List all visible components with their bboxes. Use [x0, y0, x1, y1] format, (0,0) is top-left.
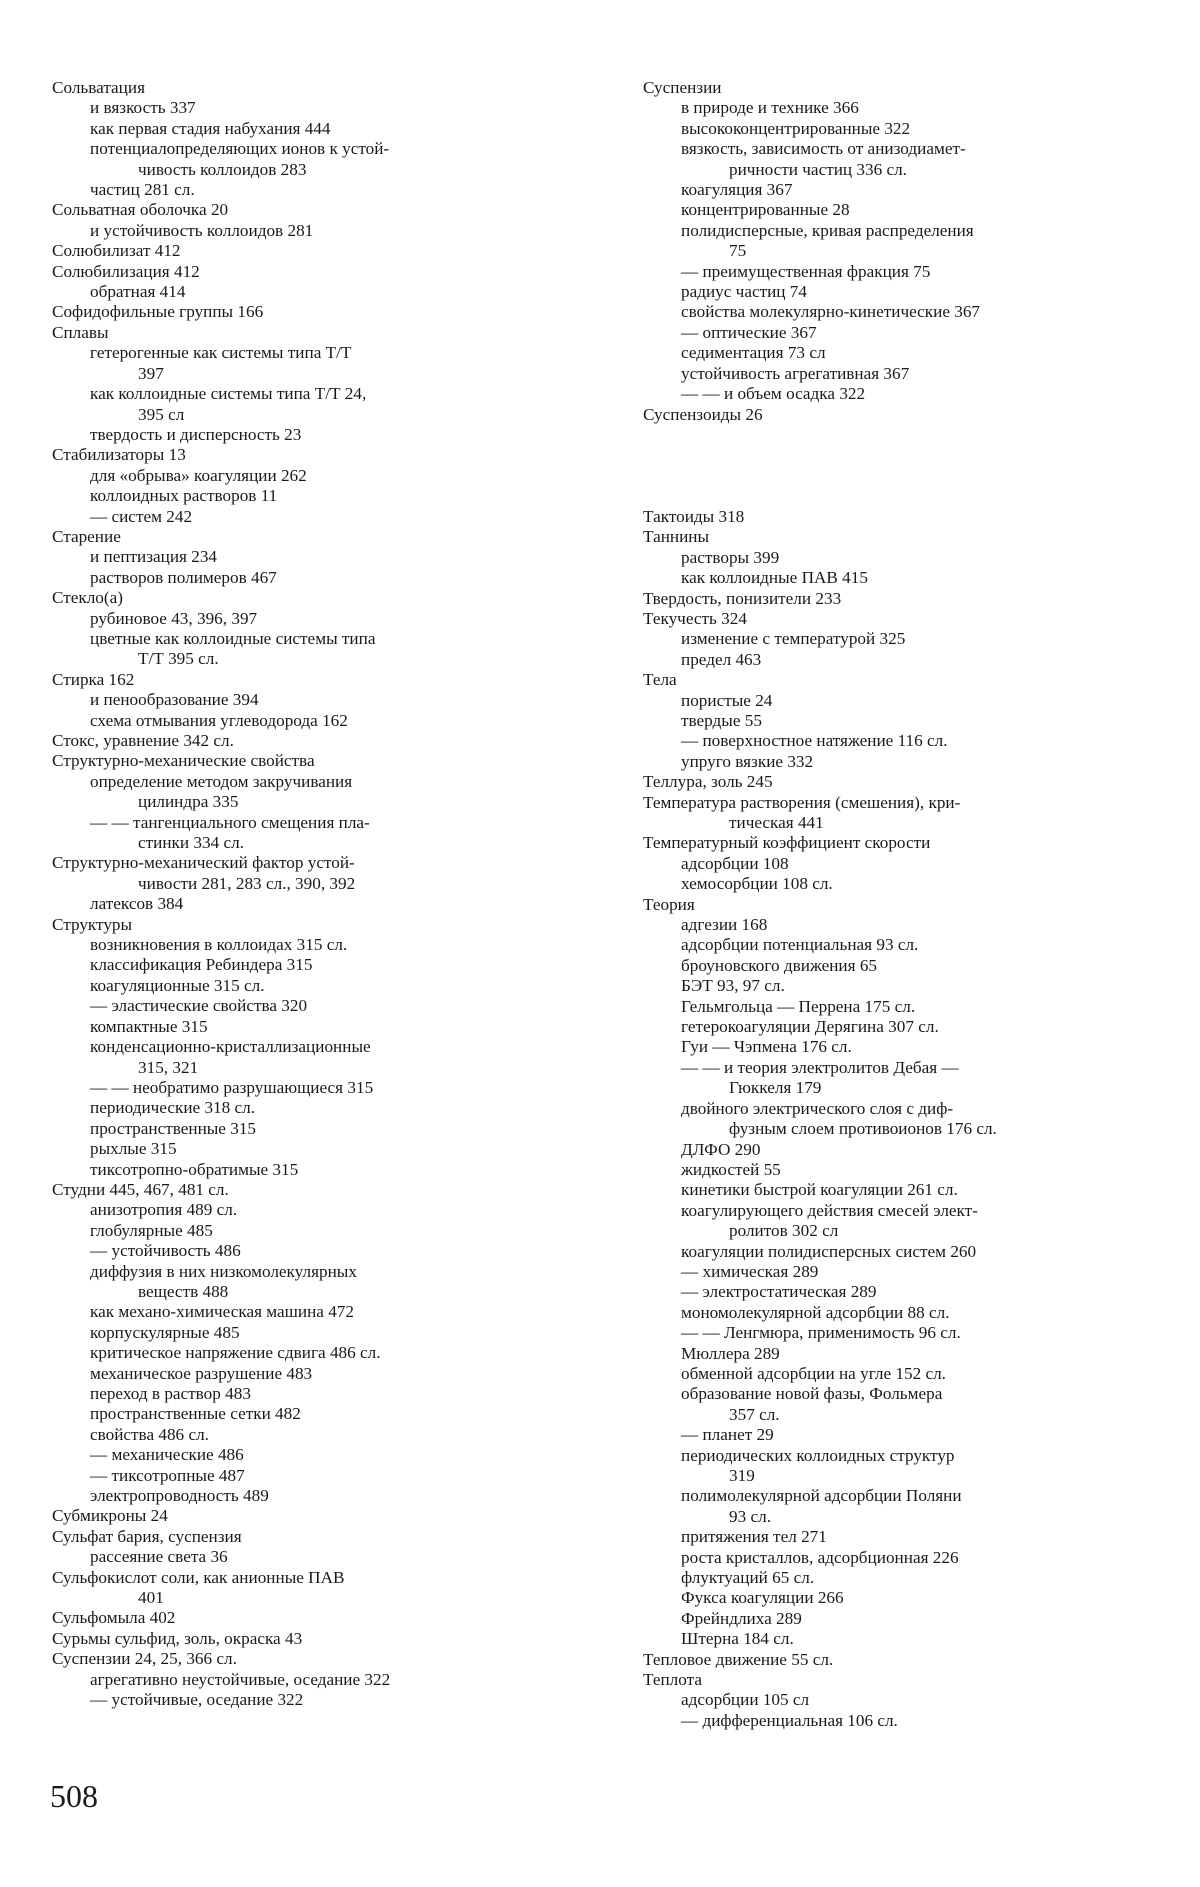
- index-subentry: Т/Т 395 сл.: [138, 649, 219, 669]
- index-subentry: Фукса коагуляции 266: [681, 1588, 844, 1608]
- index-entry: Текучесть 324: [643, 608, 747, 628]
- index-subentry: Фрейндлиха 289: [681, 1608, 802, 1628]
- index-subentry: твердость и дисперсность 23: [90, 424, 302, 444]
- index-entry: Субмикроны 24: [52, 1506, 168, 1526]
- index-subentry: 397: [138, 363, 164, 383]
- index-subentry: коагуляции полидисперсных систем 260: [681, 1241, 977, 1261]
- index-subentry: радиус частиц 74: [681, 282, 807, 302]
- index-subentry: роста кристаллов, адсорбционная 226: [681, 1547, 959, 1567]
- index-entry: Сольватная оболочка 20: [52, 200, 229, 220]
- index-entry: Сплавы: [52, 322, 109, 342]
- index-subentry: — планет 29: [681, 1425, 774, 1445]
- index-subentry: — — Ленгмюра, применимость 96 сл.: [681, 1323, 961, 1343]
- index-subentry: адгезии 168: [681, 915, 768, 935]
- index-subentry: как коллоидные ПАВ 415: [681, 568, 868, 588]
- index-entry: Тела: [643, 670, 677, 690]
- index-subentry: определение методом закручивания: [90, 771, 353, 791]
- index-subentry: фузным слоем противоионов 176 сл.: [729, 1119, 997, 1139]
- index-subentry: хемосорбции 108 сл.: [681, 874, 833, 894]
- index-subentry: схема отмывания углеводорода 162: [90, 710, 348, 730]
- index-subentry: коагуляционные 315 сл.: [90, 975, 265, 995]
- index-entry: Сурьмы сульфид, золь, окраска 43: [52, 1628, 303, 1648]
- page-number: 508: [50, 1778, 98, 1814]
- index-entry: Солюбилизация 412: [52, 261, 200, 281]
- index-subentry: компактные 315: [90, 1016, 208, 1036]
- index-subentry: флуктуаций 65 сл.: [681, 1568, 815, 1588]
- index-entry: Суспензии 24, 25, 366 сл.: [52, 1649, 237, 1669]
- index-subentry: гетерогенные как системы типа Т/Т: [90, 343, 352, 363]
- index-entry: Старение: [52, 526, 121, 546]
- index-subentry: вязкость, зависимость от анизодиамет-: [681, 139, 966, 159]
- index-subentry: БЭТ 93, 97 сл.: [681, 976, 785, 996]
- index-subentry: — эластические свойства 320: [90, 996, 308, 1016]
- index-entry: Теплота: [643, 1670, 702, 1690]
- index-subentry: полимолекулярной адсорбции Поляни: [681, 1486, 962, 1506]
- index-subentry: свойства 486 сл.: [90, 1424, 209, 1444]
- index-subentry: гетерокоагуляции Дерягина 307 сл.: [681, 1017, 939, 1037]
- index-subentry: — механические 486: [90, 1445, 244, 1465]
- index-entry: Структурно-механические свойства: [52, 751, 315, 771]
- index-subentry: — дифференциальная 106 сл.: [681, 1710, 898, 1730]
- index-subentry: 93 сл.: [729, 1506, 771, 1526]
- index-entry: Суспензоиды 26: [643, 404, 763, 424]
- index-subentry: пространственные 315: [90, 1118, 257, 1138]
- index-subentry: седиментация 73 сл: [681, 343, 826, 363]
- index-subentry: адсорбции 108: [681, 853, 789, 873]
- index-subentry: растворы 399: [681, 547, 780, 567]
- index-subentry: устойчивость агрегативная 367: [681, 363, 910, 383]
- index-subentry: обменной адсорбции на угле 152 сл.: [681, 1363, 946, 1383]
- index-subentry: обратная 414: [90, 282, 186, 302]
- index-subentry: высококонцентрированные 322: [681, 118, 911, 138]
- index-subentry: и устойчивость коллоидов 281: [90, 220, 314, 240]
- index-subentry: 319: [729, 1466, 755, 1485]
- index-subentry: возникновения в коллоидах 315 сл.: [90, 935, 348, 955]
- index-subentry: переход в раствор 483: [90, 1384, 251, 1403]
- index-subentry: 315, 321: [138, 1057, 199, 1077]
- index-entry: Стирка 162: [52, 669, 135, 689]
- index-subentry: Гюккеля 179: [729, 1078, 822, 1098]
- index-subentry: ролитов 302 сл: [729, 1221, 839, 1241]
- index-subentry: потенциалопределяющих ионов к устой-: [90, 139, 390, 159]
- index-subentry: в природе и технике 366: [681, 98, 859, 118]
- index-subentry: агрегативно неустойчивые, оседание 322: [90, 1669, 391, 1689]
- index-subentry: образование новой фазы, Фольмера: [681, 1384, 943, 1404]
- index-section-t: [643, 507, 1148, 1731]
- index-subentry: периодических коллоидных структур: [681, 1445, 955, 1465]
- index-subentry: — оптические 367: [681, 322, 817, 342]
- index-subentry: коагулирующего действия смесей элект-: [681, 1200, 978, 1220]
- index-entry: Таннины: [643, 527, 710, 547]
- index-subentry: полидисперсные, кривая распределения: [681, 220, 974, 240]
- index-subentry: как механо-химическая машина 472: [90, 1302, 354, 1322]
- index-subentry: — систем 242: [90, 506, 193, 526]
- index-subentry: Мюллера 289: [681, 1343, 780, 1363]
- index-subentry: свойства молекулярно-кинетические 367: [681, 302, 981, 322]
- index-entry: Стокс, уравнение 342 сл.: [52, 731, 234, 750]
- index-entry: Сульфокислот соли, как анионные ПАВ: [52, 1567, 345, 1587]
- index-subentry: цветные как коллоидные системы типа: [90, 628, 376, 648]
- index-subentry: адсорбции потенциальная 93 сл.: [681, 935, 919, 955]
- index-subentry: ричности частиц 336 сл.: [729, 159, 907, 179]
- index-subentry: тиксотропно-обратимые 315: [90, 1159, 299, 1179]
- index-subentry: 357 сл.: [729, 1404, 780, 1424]
- index-subentry: корпускулярные 485: [90, 1322, 240, 1342]
- index-subentry: как первая стадия набухания 444: [90, 118, 331, 138]
- index-subentry: Штерна 184 сл.: [681, 1629, 794, 1649]
- index-subentry: частиц 281 сл.: [90, 180, 195, 200]
- index-subentry: пористые 24: [681, 690, 773, 710]
- index-subentry: — преимущественная фракция 75: [681, 261, 931, 281]
- index-entry: Суспензии: [643, 78, 722, 97]
- index-subentry: цилиндра 335: [138, 792, 239, 812]
- index-entry: Солюбилизат 412: [52, 241, 181, 261]
- index-subentry: пространственные сетки 482: [90, 1404, 301, 1424]
- index-entry: Структурно-механический фактор устой-: [52, 853, 355, 873]
- index-subentry: рыхлые 315: [90, 1139, 177, 1159]
- index-subentry: — — и теория электролитов Дебая —: [681, 1057, 959, 1077]
- index-subentry: упруго вязкие 332: [681, 751, 814, 771]
- index-subentry: тическая 441: [729, 813, 824, 832]
- index-subentry: рассеяние света 36: [90, 1547, 228, 1567]
- index-entry: Тактоиды 318: [643, 506, 745, 526]
- index-subentry: — — необратимо разрушающиеся 315: [90, 1077, 374, 1097]
- index-subentry: — химическая 289: [681, 1261, 819, 1281]
- index-entry: Стабилизаторы 13: [52, 445, 186, 465]
- index-subentry: 75: [729, 241, 747, 261]
- index-subentry: — — тангенциального смещения пла-: [90, 812, 370, 832]
- index-entry: Температура растворения (смешения), кри-: [643, 792, 961, 812]
- index-entry: Сульфат бария, суспензия: [52, 1526, 242, 1546]
- index-subentry: ДЛФО 290: [681, 1139, 761, 1159]
- index-entry: Софидофильные группы 166: [52, 302, 264, 322]
- index-entry: Структуры: [52, 914, 133, 934]
- index-subentry: рубиновое 43, 396, 397: [90, 608, 258, 628]
- index-section-s: [643, 78, 1148, 425]
- index-subentry: твердые 55: [681, 710, 762, 730]
- index-subentry: латексов 384: [90, 894, 184, 914]
- index-entry: Тепловое движение 55 сл.: [643, 1649, 834, 1669]
- index-subentry: анизотропия 489 сл.: [90, 1200, 238, 1220]
- index-subentry: коагуляция 367: [681, 180, 793, 200]
- index-subentry: конденсационно-кристаллизационные: [90, 1037, 371, 1057]
- index-subentry: Гуи — Чэпмена 176 сл.: [681, 1037, 852, 1057]
- index-subentry: броуновского движения 65: [681, 955, 878, 975]
- index-entry: Теория: [643, 894, 695, 914]
- index-subentry: периодические 318 сл.: [90, 1098, 256, 1118]
- index-subentry: механическое разрушение 483: [90, 1363, 313, 1383]
- index-subentry: и пептизация 234: [90, 547, 218, 567]
- index-subentry: — тиксотропные 487: [90, 1465, 245, 1485]
- index-subentry: 395 сл: [138, 404, 185, 424]
- index-subentry: для «обрыва» коагуляции 262: [90, 465, 307, 485]
- index-subentry: как коллоидные системы типа Т/Т 24,: [90, 384, 367, 404]
- index-subentry: двойного электрического слоя с диф-: [681, 1098, 954, 1118]
- index-subentry: растворов полимеров 467: [90, 567, 277, 587]
- index-column-right: [643, 78, 1148, 1731]
- index-subentry: — — и объем осадка 322: [681, 384, 866, 404]
- index-subentry: и пенообразование 394: [90, 690, 259, 710]
- index-subentry: адсорбции 105 сл: [681, 1690, 810, 1710]
- index-entry: Стекло(а): [52, 588, 123, 608]
- index-column-left: [52, 78, 558, 1711]
- index-subentry: глобулярные 485: [90, 1220, 213, 1240]
- index-subentry: электропроводность 489: [90, 1486, 269, 1506]
- index-subentry: — поверхностное натяжение 116 сл.: [681, 731, 948, 751]
- index-subentry: жидкостей 55: [681, 1159, 781, 1179]
- index-entry: Температурный коэффициент скорости: [643, 833, 931, 853]
- index-entry: Сульфомыла 402: [52, 1608, 176, 1628]
- index-subentry: мономолекулярной адсорбции 88 сл.: [681, 1302, 950, 1322]
- index-subentry: чивости 281, 283 сл., 390, 392: [138, 873, 356, 893]
- index-subentry: — устойчивые, оседание 322: [90, 1690, 304, 1710]
- index-subentry: — устойчивость 486: [90, 1241, 241, 1261]
- index-subentry: критическое напряжение сдвига 486 сл.: [90, 1343, 381, 1363]
- index-subentry: классификация Ребиндера 315: [90, 955, 313, 975]
- index-entry: Твердость, понизители 233: [643, 588, 842, 608]
- index-subentry: и вязкость 337: [90, 98, 196, 118]
- index-entry: Сольватация: [52, 78, 145, 97]
- index-subentry: веществ 488: [138, 1281, 229, 1301]
- index-subentry: чивость коллоидов 283: [138, 159, 307, 179]
- index-entry: Студни 445, 467, 481 сл.: [52, 1179, 229, 1199]
- index-subentry: коллоидных растворов 11: [90, 486, 278, 506]
- index-subentry: диффузия в них низкомолекулярных: [90, 1261, 357, 1281]
- index-subentry: Гельмгольца — Перрена 175 сл.: [681, 996, 916, 1016]
- index-subentry: изменение с температурой 325: [681, 629, 906, 649]
- index-subentry: концентрированные 28: [681, 200, 850, 220]
- index-entry: Теллура, золь 245: [643, 772, 773, 792]
- index-subentry: предел 463: [681, 649, 762, 669]
- section-gap: [643, 425, 1148, 507]
- index-subentry: — электростатическая 289: [681, 1282, 877, 1302]
- index-subentry: стинки 334 сл.: [138, 833, 244, 853]
- index-subentry: 401: [138, 1588, 164, 1608]
- index-subentry: кинетики быстрой коагуляции 261 сл.: [681, 1180, 958, 1200]
- index-subentry: притяжения тел 271: [681, 1527, 827, 1547]
